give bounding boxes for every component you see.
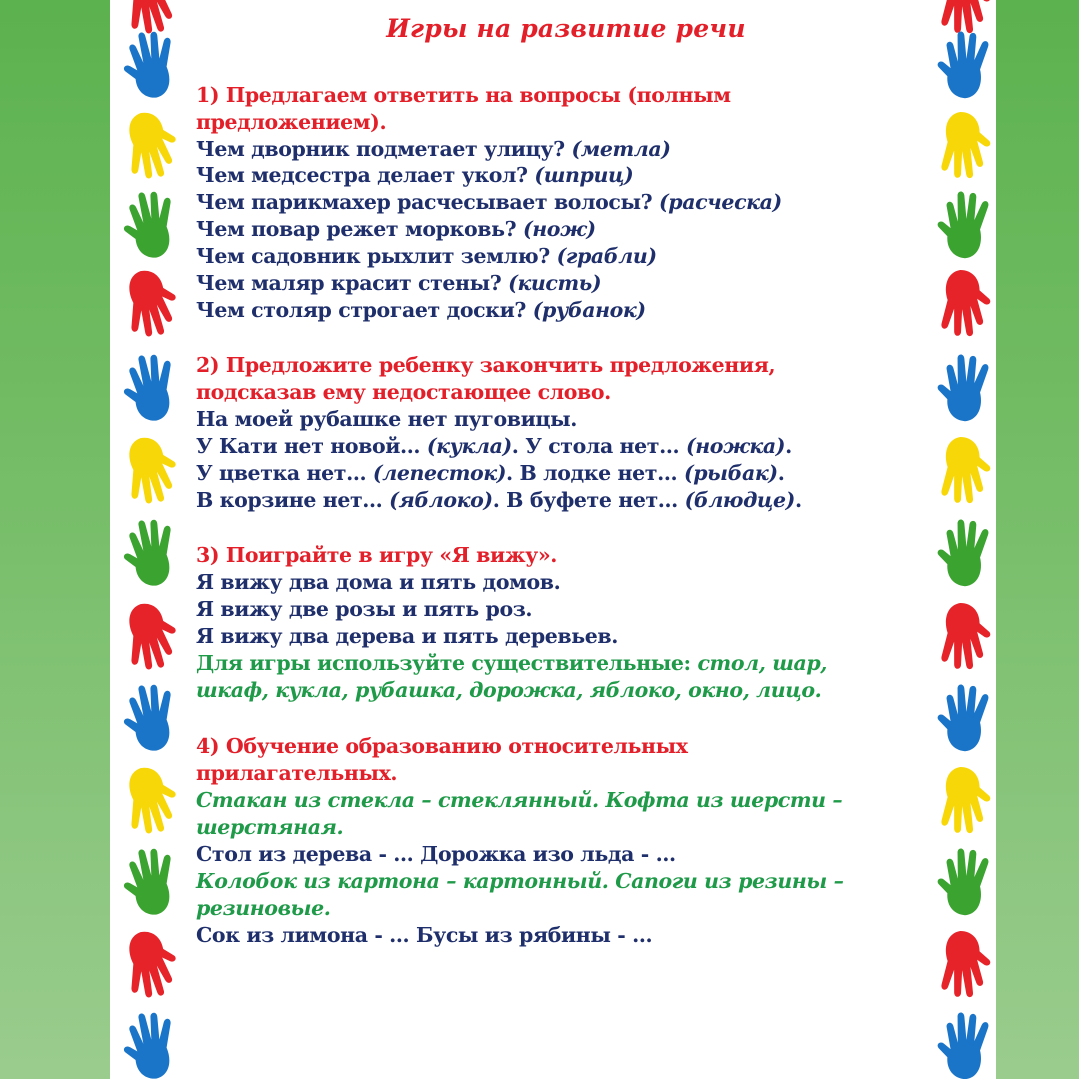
answer-text: (шприц) bbox=[534, 163, 634, 187]
example-line: Я вижу два дома и пять домов. bbox=[196, 570, 561, 594]
question-line bbox=[196, 297, 646, 323]
section-heading: 4) Обучение образованию относительных bbox=[196, 734, 688, 758]
green-handprint-icon bbox=[114, 843, 186, 921]
answer-text: (нож) bbox=[522, 217, 596, 241]
sentence-text: . bbox=[785, 434, 792, 458]
answer-text: (ножка) bbox=[685, 434, 786, 458]
answer-text: (рубанок) bbox=[532, 298, 646, 322]
answer-text: (кисть) bbox=[508, 271, 602, 295]
sentence-text: . В буфете нет… bbox=[492, 488, 685, 512]
sentence-text: . У стола нет… bbox=[511, 434, 686, 458]
section-heading: прилагательных. bbox=[196, 761, 398, 785]
nouns-list: стол, шар, bbox=[697, 651, 828, 675]
sentence-line bbox=[196, 433, 792, 459]
question-text: Чем повар режет морковь? bbox=[196, 217, 523, 241]
example-line: резиновые. bbox=[196, 896, 331, 920]
sentence-text: У цветка нет… bbox=[196, 461, 373, 485]
example-line: шерстяная. bbox=[196, 815, 344, 839]
yellow-handprint-icon bbox=[928, 431, 996, 509]
sentence-line bbox=[196, 460, 784, 486]
nouns-label: Для игры используйте существительные: bbox=[196, 651, 698, 675]
question-text: Чем медсестра делает укол? bbox=[196, 163, 535, 187]
question-text: Чем парикмахер расчесывает волосы? bbox=[196, 190, 659, 214]
question-line bbox=[196, 136, 671, 162]
sentence-text: . В лодке нет… bbox=[506, 461, 684, 485]
question-text: Чем столяр строгает доски? bbox=[196, 298, 533, 322]
green-handprint-icon bbox=[928, 843, 996, 921]
red-handprint-icon bbox=[114, 925, 186, 1003]
sentence-text: . bbox=[794, 488, 802, 512]
sentence-text: . bbox=[777, 461, 785, 485]
example-line: Стакан из стекла – стеклянный. Кофта из шерсти – bbox=[196, 788, 843, 812]
red-handprint-icon bbox=[114, 264, 186, 342]
answer-text: (блюдце) bbox=[684, 488, 795, 512]
green-handprint-icon bbox=[928, 186, 996, 264]
right-handprint-border bbox=[926, 0, 996, 1079]
answer-text: (яблоко) bbox=[389, 488, 493, 512]
question-line bbox=[196, 189, 782, 215]
answer-text: (грабли) bbox=[556, 244, 657, 268]
red-handprint-icon bbox=[114, 597, 186, 675]
answer-text: (расческа) bbox=[658, 190, 782, 214]
answer-text: (метла) bbox=[571, 137, 671, 161]
answer-text: (рыбак) bbox=[683, 461, 778, 485]
sentence-text: У Кати нет новой… bbox=[196, 434, 427, 458]
question-text: Чем садовник рыхлит землю? bbox=[196, 244, 557, 268]
blue-handprint-icon bbox=[114, 26, 186, 104]
left-handprint-border bbox=[110, 0, 190, 1079]
question-line bbox=[196, 162, 633, 188]
blue-handprint-icon bbox=[114, 1007, 186, 1079]
green-handprint-icon bbox=[928, 514, 996, 592]
blue-handprint-icon bbox=[114, 679, 186, 757]
yellow-handprint-icon bbox=[114, 431, 186, 509]
sentence-line bbox=[196, 487, 802, 513]
question-line bbox=[196, 243, 657, 269]
blue-handprint-icon bbox=[114, 349, 186, 427]
example-line: Я вижу два дерева и пять деревьев. bbox=[196, 624, 619, 648]
nouns-line bbox=[196, 650, 827, 676]
question-line bbox=[196, 270, 601, 296]
example-line: Я вижу две розы и пять роз. bbox=[196, 597, 533, 621]
answer-text: (кукла) bbox=[426, 434, 512, 458]
page-title: Игры на развитие речи bbox=[386, 14, 746, 43]
green-handprint-icon bbox=[114, 186, 186, 264]
worksheet-page bbox=[110, 0, 996, 1079]
task-line: Стол из дерева - … Дорожка изо льда - … bbox=[196, 842, 676, 866]
section-heading: подсказав ему недостающее слово. bbox=[196, 380, 611, 404]
blue-handprint-icon bbox=[928, 26, 996, 104]
section-heading: 1) Предлагаем ответить на вопросы (полным bbox=[196, 83, 731, 107]
yellow-handprint-icon bbox=[114, 761, 186, 839]
question-line bbox=[196, 216, 596, 242]
green-handprint-icon bbox=[114, 514, 186, 592]
blue-handprint-icon bbox=[928, 349, 996, 427]
blue-handprint-icon bbox=[928, 1007, 996, 1079]
task-line: Сок из лимона - … Бусы из рябины - … bbox=[196, 923, 653, 947]
section-heading: 3) Поиграйте в игру «Я вижу». bbox=[196, 543, 557, 567]
red-handprint-icon bbox=[928, 597, 996, 675]
red-handprint-icon bbox=[928, 264, 996, 342]
red-handprint-icon bbox=[928, 925, 996, 1003]
yellow-handprint-icon bbox=[114, 106, 186, 184]
blue-handprint-icon bbox=[928, 679, 996, 757]
sentence-text: В корзине нет… bbox=[196, 488, 390, 512]
section-heading: 2) Предложите ребенку закончить предложения, bbox=[196, 353, 776, 377]
section-heading: предложением). bbox=[196, 110, 387, 134]
sentence-line bbox=[196, 406, 577, 432]
yellow-handprint-icon bbox=[928, 761, 996, 839]
yellow-handprint-icon bbox=[928, 106, 996, 184]
nouns-list: шкаф, кукла, рубашка, дорожка, яблоко, окно, лицо. bbox=[196, 678, 822, 702]
example-line: Колобок из картона – картонный. Сапоги из резины – bbox=[196, 869, 844, 893]
question-text: Чем дворник подметает улицу? bbox=[196, 137, 572, 161]
question-text: Чем маляр красит стены? bbox=[196, 271, 509, 295]
sentence-text: На моей рубашке нет пуговицы. bbox=[196, 407, 578, 431]
answer-text: (лепесток) bbox=[372, 461, 507, 485]
